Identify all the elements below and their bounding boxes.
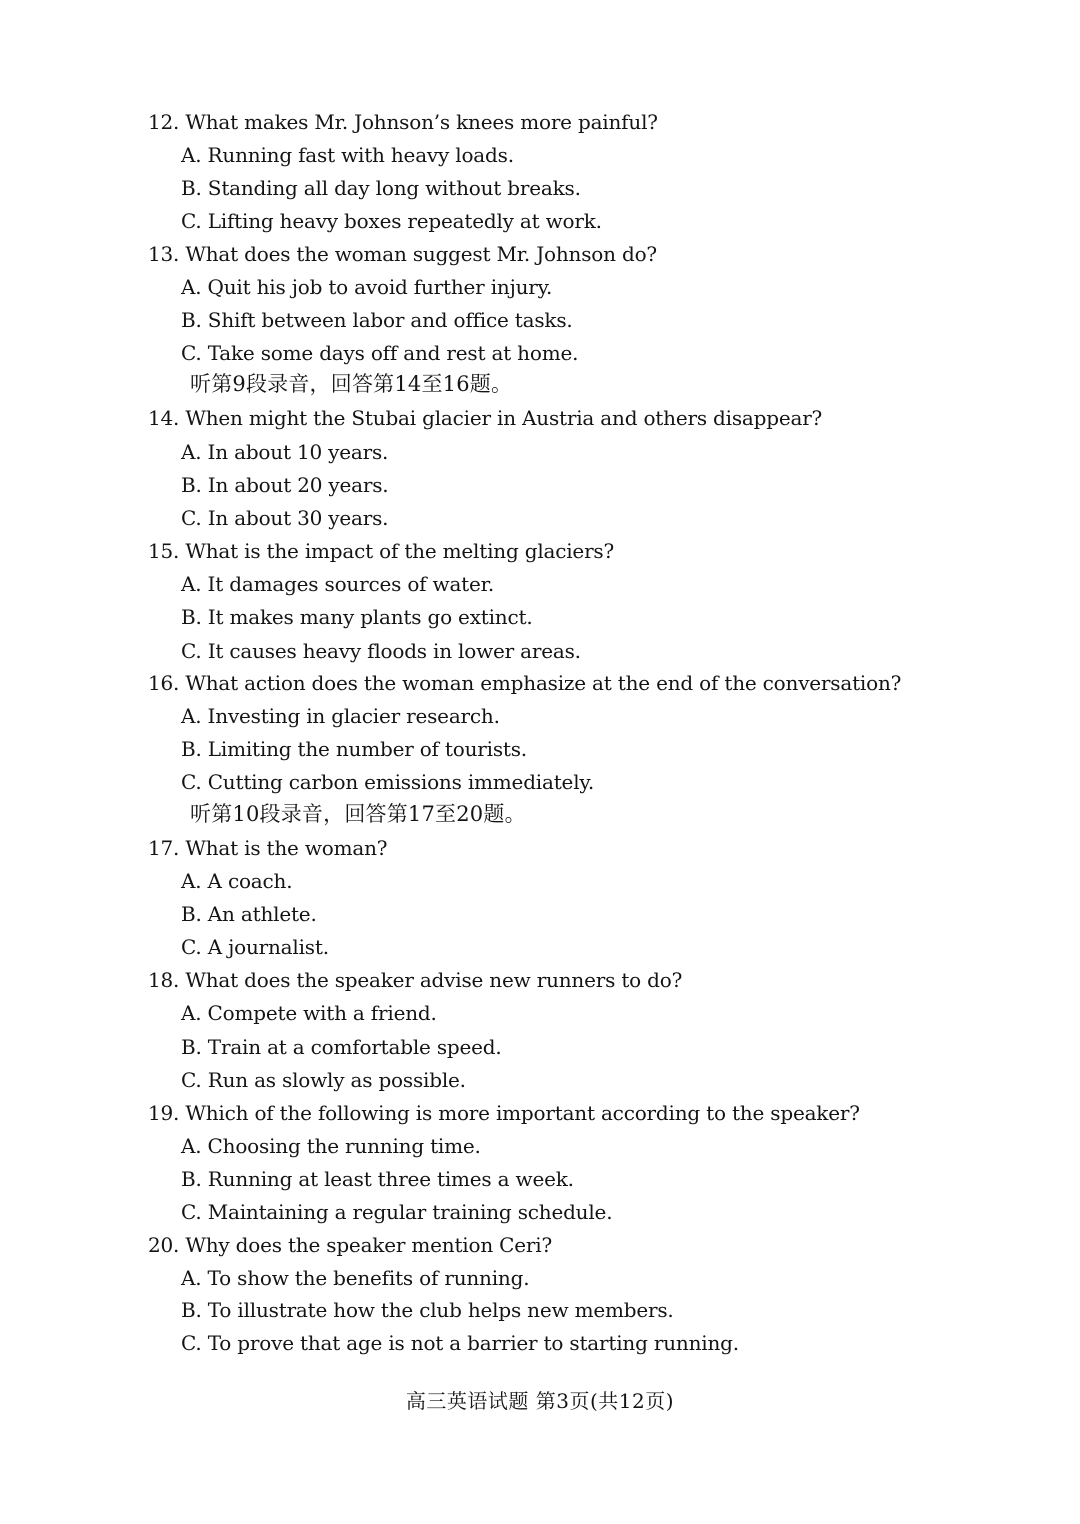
question-14-option-c: C. In about 30 years. bbox=[181, 506, 389, 530]
question-15-option-c: C. It causes heavy floods in lower areas. bbox=[181, 639, 581, 663]
question-18-option-b: B. Train at a comfortable speed. bbox=[181, 1035, 502, 1059]
question-16-option-b: B. Limiting the number of tourists. bbox=[181, 737, 527, 761]
section-heading-10: 听第10段录音，回答第17至20题。 bbox=[190, 802, 526, 826]
section-heading-9: 听第9段录音，回答第14至16题。 bbox=[190, 372, 513, 396]
question-19-option-a: A. Choosing the running time. bbox=[181, 1134, 481, 1158]
question-12-option-a: A. Running fast with heavy loads. bbox=[181, 143, 514, 167]
question-12: 12. What makes Mr. Johnson’s knees more painful? bbox=[148, 110, 658, 134]
question-13-option-b: B. Shift between labor and office tasks. bbox=[181, 308, 573, 332]
question-16: 16. What action does the woman emphasize at the end of the conversation? bbox=[148, 671, 902, 695]
question-12-option-b: B. Standing all day long without breaks. bbox=[181, 176, 581, 200]
question-19-option-b: B. Running at least three times a week. bbox=[181, 1167, 574, 1191]
page-footer: 高三英语试题 第3页(共12页) bbox=[405, 1389, 675, 1413]
question-16-option-c: C. Cutting carbon emissions immediately. bbox=[181, 770, 594, 794]
question-17-option-b: B. An athlete. bbox=[181, 902, 317, 926]
question-14: 14. When might the Stubai glacier in Austria and others disappear? bbox=[148, 406, 823, 430]
question-13-option-c: C. Take some days off and rest at home. bbox=[181, 341, 579, 365]
question-17-option-a: A. A coach. bbox=[181, 869, 293, 893]
question-13: 13. What does the woman suggest Mr. Johnson do? bbox=[148, 242, 657, 266]
question-17: 17. What is the woman? bbox=[148, 836, 388, 860]
question-15: 15. What is the impact of the melting glaciers? bbox=[148, 539, 615, 563]
question-18: 18. What does the speaker advise new runners to do? bbox=[148, 968, 683, 992]
question-18-option-a: A. Compete with a friend. bbox=[181, 1001, 437, 1025]
question-14-option-a: A. In about 10 years. bbox=[181, 440, 389, 464]
question-20-option-c: C. To prove that age is not a barrier to starting running. bbox=[181, 1331, 739, 1355]
question-19: 19. Which of the following is more important according to the speaker? bbox=[148, 1101, 860, 1125]
question-20-option-b: B. To illustrate how the club helps new members. bbox=[181, 1298, 674, 1322]
question-15-option-a: A. It damages sources of water. bbox=[181, 572, 494, 596]
question-17-option-c: C. A journalist. bbox=[181, 935, 329, 959]
question-20-option-a: A. To show the benefits of running. bbox=[181, 1266, 530, 1290]
question-14-option-b: B. In about 20 years. bbox=[181, 473, 389, 497]
question-19-option-c: C. Maintaining a regular training schedule. bbox=[181, 1200, 613, 1224]
question-20: 20. Why does the speaker mention Ceri? bbox=[148, 1233, 552, 1257]
question-12-option-c: C. Lifting heavy boxes repeatedly at work. bbox=[181, 209, 602, 233]
question-15-option-b: B. It makes many plants go extinct. bbox=[181, 605, 533, 629]
question-16-option-a: A. Investing in glacier research. bbox=[181, 704, 500, 728]
question-13-option-a: A. Quit his job to avoid further injury. bbox=[181, 275, 553, 299]
question-18-option-c: C. Run as slowly as possible. bbox=[181, 1068, 466, 1092]
